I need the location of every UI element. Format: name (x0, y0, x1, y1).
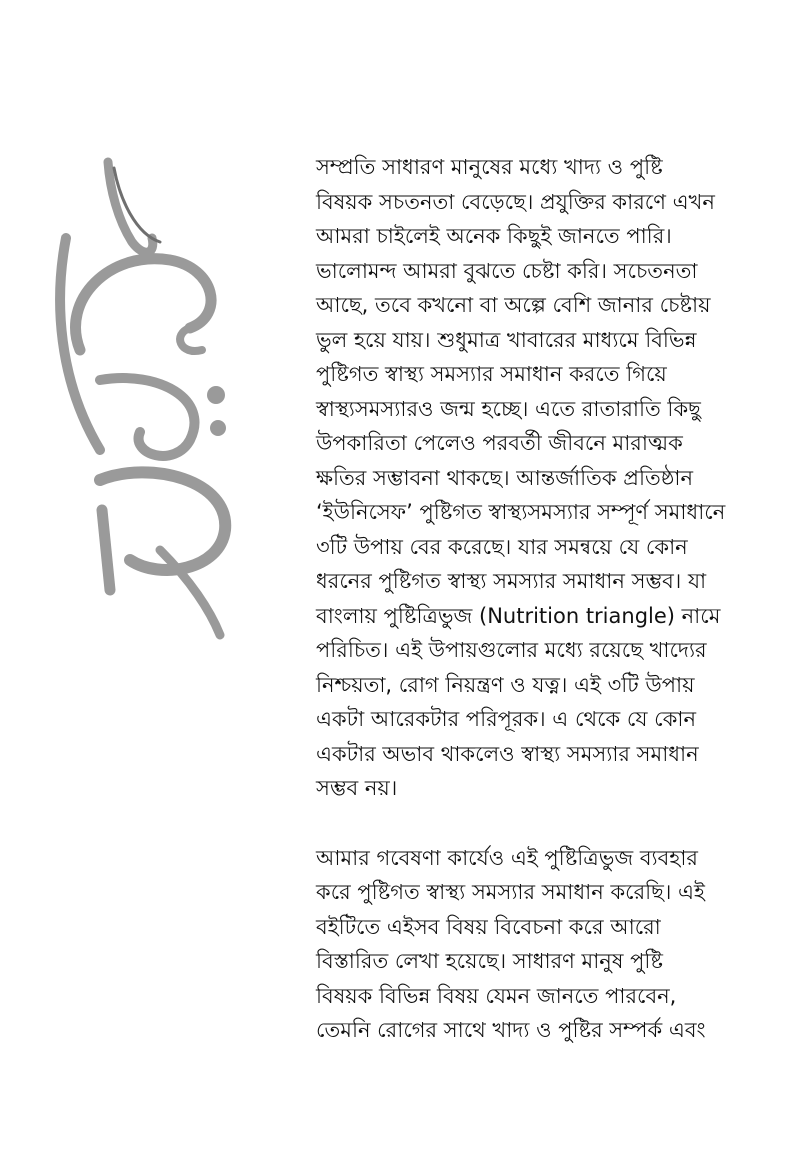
brush-dot-upper (207, 386, 225, 404)
brush-stroke-group (60, 162, 226, 635)
brush-stroke-upper-curve (76, 259, 212, 350)
brush-stroke-middle-loop (100, 378, 194, 456)
brush-stroke-hook (180, 328, 202, 351)
body-text (316, 150, 756, 1048)
paragraph-intro: সম্প্রতি সাধারণ মানুষের মধ্যে খাদ্য ও পুষ্টি বিষয়ক সচতনতা বেড়েছে। প্রযুক্তির কারণে এখন আমরা চাইলেই অনেক কিছুই জানতে পারি। ভালোমন্দ আমরা বুঝতে চেষ্টা করি। সচেতনতা আছে, তবে কখনো বা অল্পে বেশি জানার চেষ্টায় ভুল হয়ে যায়। শুধুমাত্র খাবারের মাধ্যমে বিভিন্ন পুষ্টিগত স্বাস্থ্য সমস্যার সমাধান করতে গিয়ে স্বাস্থ্যসমস্যারও জন্ম হচ্ছে। এতে রাতারাতি কিছু উপকারিতা পেলেও পরবর্তী জীবনে মারাত্মক ক্ষতির সম্ভাবনা থাকছে। আন্তর্জাতিক প্রতিষ্ঠান ‘ইউনিসেফ’ পুষ্টিগত স্বাস্থ্যসমস্যার সম্পূর্ণ সমাধানে ৩টি উপায় বের করেছে। যার সমন্বয়ে যে কোন ধরনের পুষ্টিগত স্বাস্থ্য সমস্যার সমাধান সম্ভব। যা বাংলায় পুষ্টিত্রিভুজ (Nutrition triangle) নামে পরিচিত। এই উপায়গুলোর মধ্যে রয়েছে খাদ্যের নিশ্চয়তা, রোগ নিয়ন্ত্রণ ও যত্ন। এই ৩টি উপায় একটা আরেকটার পরিপূরক। এ থেকে যে কোন একটার অভাব থাকলেও স্বাস্থ্য সমস্যার সমাধান সম্ভব নয়। (316, 155, 726, 800)
calligraphic-heading (40, 150, 260, 650)
calligraphy-brush-strokes (40, 150, 260, 650)
brush-stroke-lower-bar (102, 510, 110, 590)
paragraph-research: আমার গবেষণা কার্যেও এই পুষ্টিত্রিভুজ ব্যবহার করে পুষ্টিগত স্বাস্থ্য সমস্যার সমাধান করেছি। এই বইটিতে এইসব বিষয় বিবেচনা করে আরো বিস্তারিত লেখা হয়েছে। সাধারণ মানুষ পুষ্টি বিষয়ক বিভিন্ন বিষয় যেমন জানতে পারবেন, তেমনি রোগের সাথে খাদ্য ও পুষ্টির সম্পর্ক এবং (316, 845, 706, 1042)
brush-dot-lower (210, 420, 226, 436)
